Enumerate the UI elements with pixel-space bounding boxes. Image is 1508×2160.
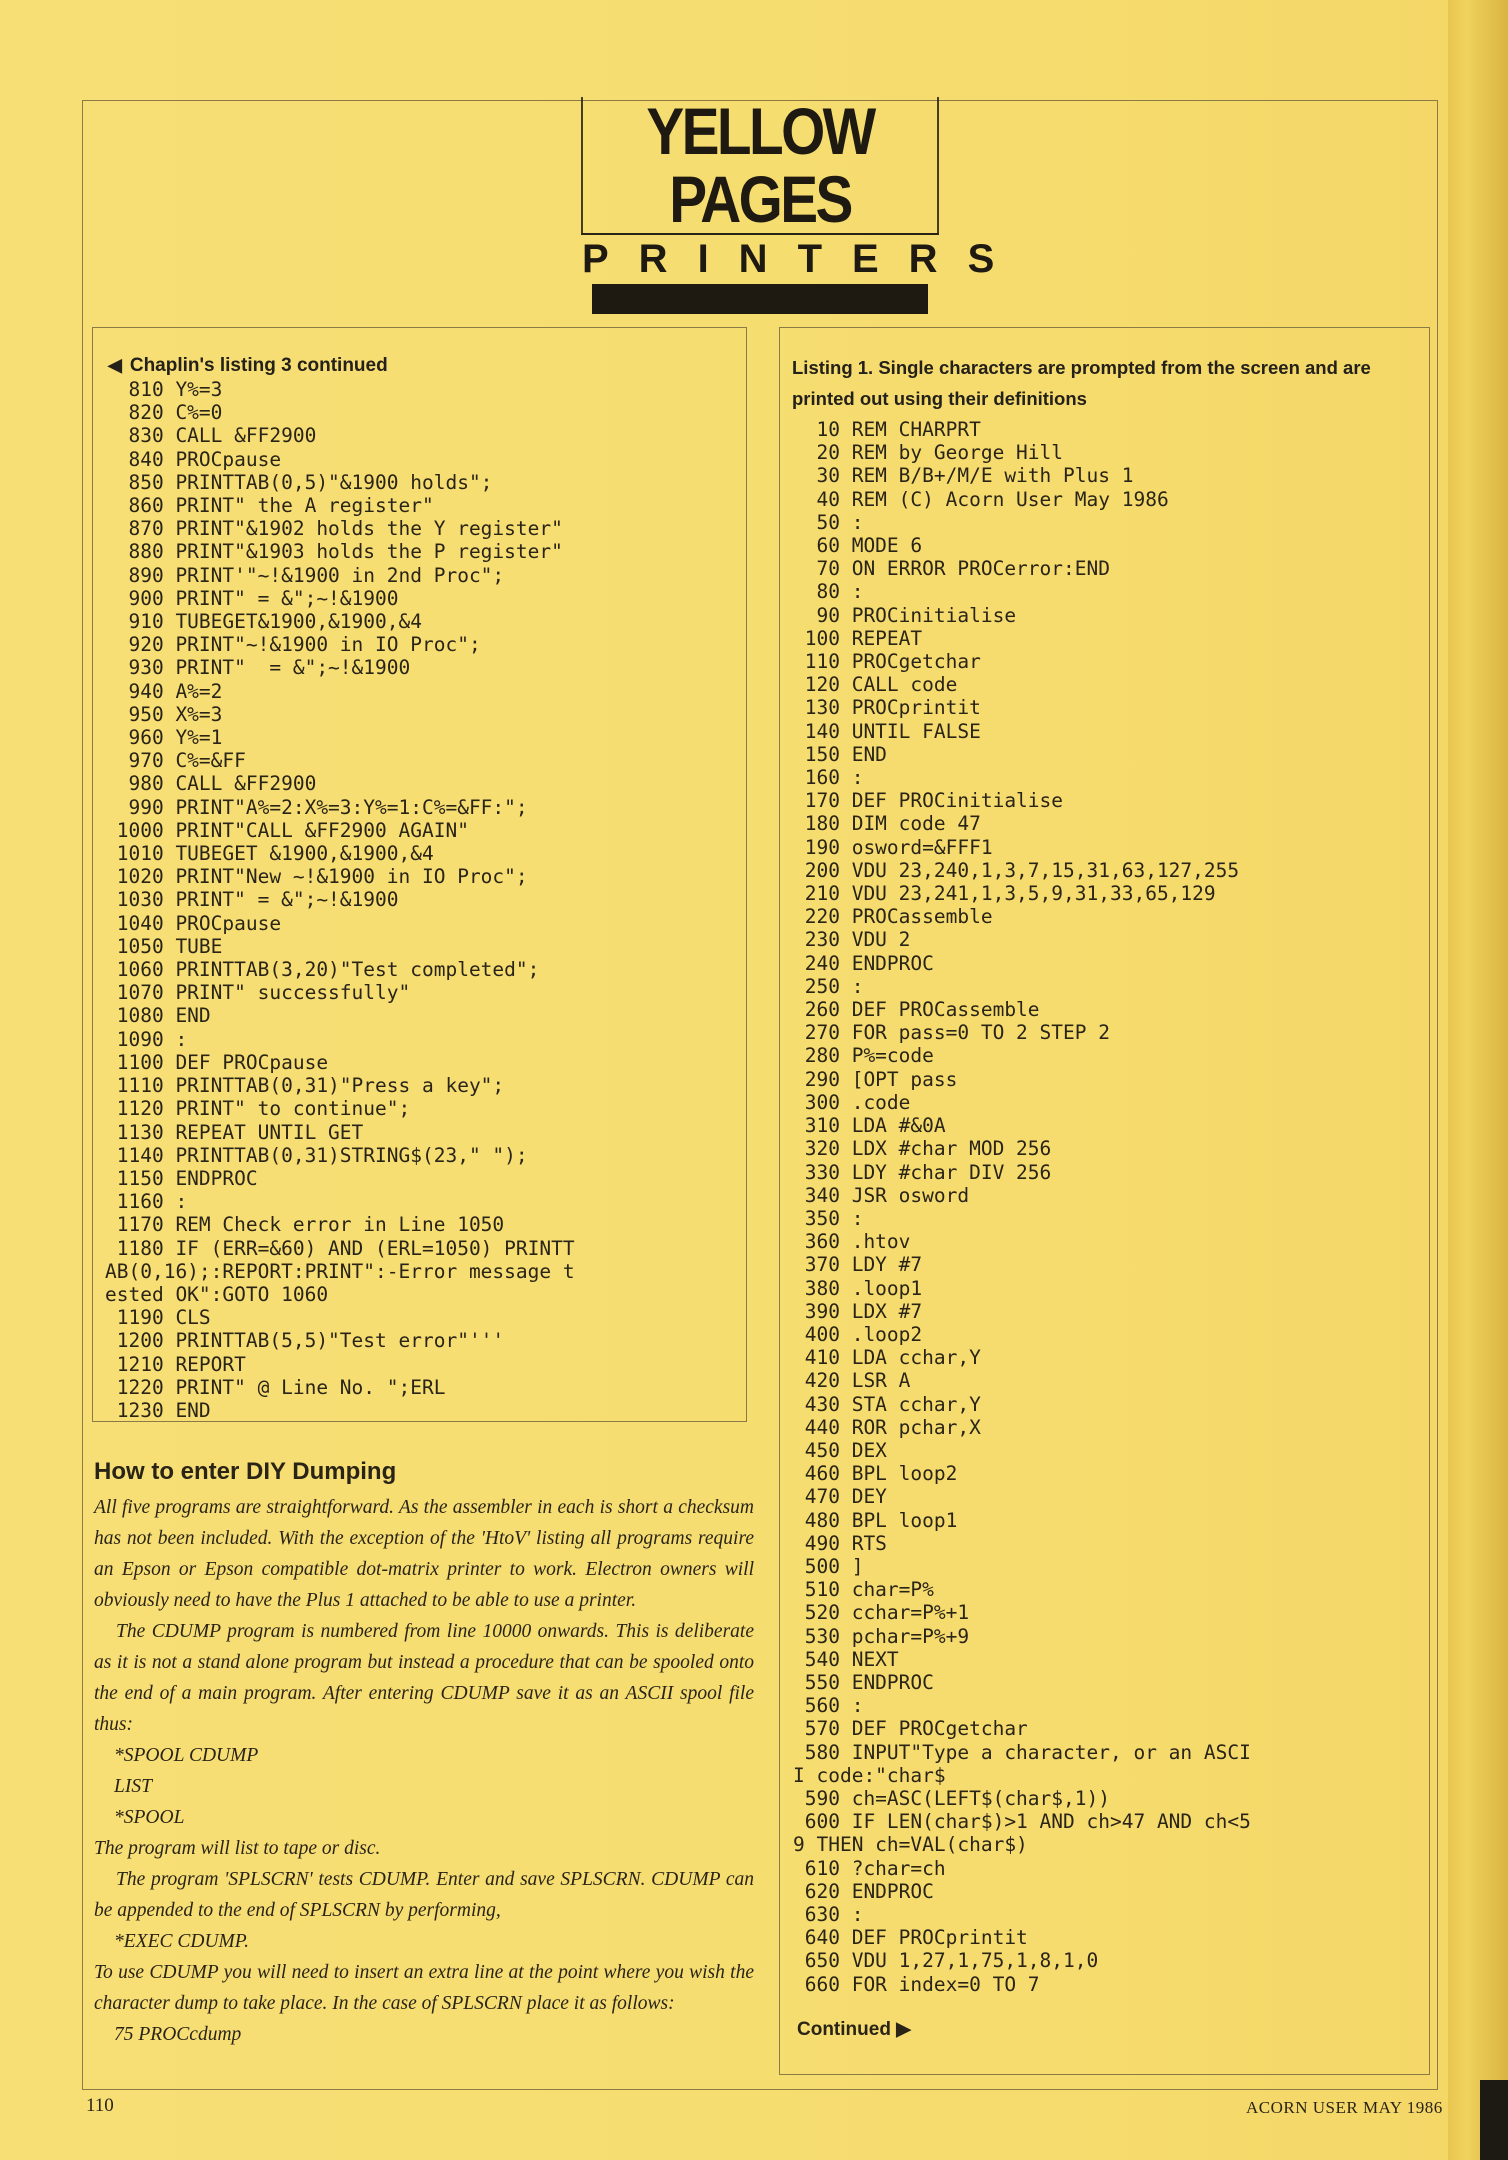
listing-caption: Listing 1. Single characters are prompted from the screen and are printed out using their definitions	[792, 357, 1371, 409]
code-line: 1210 REPORT	[105, 1352, 246, 1376]
code-line: 190 osword=&FFF1	[793, 835, 993, 859]
code-line: 270 FOR pass=0 TO 2 STEP 2	[793, 1021, 1110, 1045]
code-line: 1200 PRINTTAB(5,5)"Test error"'''	[105, 1329, 505, 1353]
article-paragraph: The program 'SPLSCRN' tests CDUMP. Enter and save SPLSCRN. CDUMP can be appended to the end of SPLSCRN by performing,	[94, 1869, 754, 1921]
code-line: 430 STA cchar,Y	[793, 1392, 981, 1416]
code-line: 830 CALL &FF2900	[105, 424, 317, 448]
code-line: 840 PROCpause	[105, 447, 282, 471]
code-line: 1110 PRINTTAB(0,31)"Press a key";	[105, 1074, 505, 1098]
command-line: *SPOOL CDUMP	[114, 1745, 259, 1766]
code-line: 1060 PRINTTAB(3,20)"Test completed";	[105, 958, 540, 982]
code-line: 820 C%=0	[105, 401, 223, 425]
code-line: 1230 END	[105, 1398, 211, 1422]
article-paragraph: All five programs are straightforward. As the assembler in each is short a checksum has not been included. With the exception of the 'HtoV' listing all programs require an Epson or Epson compatible dot-matrix printer to work. Electron owners will obviously need to have the Plus 1 attached to be able to use a printer.	[94, 1497, 754, 1611]
code-line: 1130 REPEAT UNTIL GET	[105, 1120, 364, 1144]
publication-footer: ACORN USER MAY 1986	[1246, 2098, 1443, 2117]
code-line: 850 PRINTTAB(0,5)"&1900 holds";	[105, 470, 493, 494]
code-line: 910 TUBEGET&1900,&1900,&4	[105, 610, 422, 634]
left-listing-heading-text: Chaplin's listing 3 continued	[129, 355, 388, 376]
code-line: 950 X%=3	[105, 702, 223, 726]
code-line: 170 DEF PROCinitialise	[793, 789, 1064, 813]
masthead	[552, 94, 1025, 314]
code-line: 130 PROCprintit	[793, 696, 981, 720]
arrow-right-icon: ▶	[896, 2019, 911, 2040]
code-line: 120 CALL code	[793, 673, 958, 697]
code-line: 30 REM B/B+/M/E with Plus 1	[793, 464, 1134, 488]
code-line: 340 JSR osword	[793, 1183, 970, 1207]
code-line: 280 P%=code	[793, 1044, 934, 1068]
left-listing-heading	[108, 355, 388, 377]
code-line: 180 DIM code 47	[793, 812, 981, 836]
code-line: 880 PRINT"&1903 holds the P register"	[105, 540, 563, 564]
code-line: 810 Y%=3	[105, 378, 223, 401]
code-line: 570 DEF PROCgetchar	[793, 1717, 1028, 1741]
code-line: 620 ENDPROC	[793, 1879, 934, 1903]
article-paragraph: The CDUMP program is numbered from line 10000 onwards. This is deliberate as it is not a stand alone program but instead a procedure that can be spooled onto the end of a main program. After entering CDUMP save it as an ASCII spool file thus:	[94, 1621, 754, 1735]
command-line: 75 PROCcdump	[114, 2024, 242, 2045]
article	[94, 1458, 754, 2050]
code-line: 970 C%=&FF	[105, 749, 246, 773]
code-line: 300 .code	[793, 1090, 911, 1114]
next-page-edge	[1448, 0, 1508, 2160]
code-line: 870 PRINT"&1902 holds the Y register"	[105, 517, 563, 541]
code-line: 1180 IF (ERR=&60) AND (ERL=1050) PRINTT	[105, 1236, 575, 1260]
code-line: 420 LSR A	[793, 1369, 911, 1393]
command-line: LIST	[114, 1776, 152, 1797]
code-line: 540 NEXT	[793, 1647, 899, 1671]
code-line: 900 PRINT" = &";~!&1900	[105, 586, 399, 610]
code-line: 370 LDY #7	[793, 1253, 923, 1277]
code-line: 380 .loop1	[793, 1276, 923, 1300]
code-line: ested OK":GOTO 1060	[105, 1282, 329, 1306]
code-line: 580 INPUT"Type a character, or an ASCI	[793, 1740, 1251, 1764]
continued-text: Continued	[797, 2019, 891, 2040]
code-line: 1080 END	[105, 1004, 211, 1028]
code-line: 310 LDA #&0A	[793, 1114, 946, 1138]
code-line: 1150 ENDPROC	[105, 1166, 258, 1190]
code-line: 320 LDX #char MOD 256	[793, 1137, 1052, 1161]
code-line: 1220 PRINT" @ Line No. ";ERL	[105, 1375, 446, 1399]
code-line: 960 Y%=1	[105, 726, 223, 750]
code-line: 930 PRINT" = &";~!&1900	[105, 656, 411, 680]
code-line: AB(0,16);:REPORT:PRINT":-Error message t	[105, 1259, 575, 1283]
code-line: 1190 CLS	[105, 1306, 211, 1330]
code-line: 460 BPL loop2	[793, 1462, 958, 1486]
code-line: 1120 PRINT" to continue";	[105, 1097, 411, 1121]
code-line: 530 pchar=P%+9	[793, 1624, 970, 1648]
code-line: 480 BPL loop1	[793, 1508, 958, 1532]
code-line: 410 LDA cchar,Y	[793, 1346, 981, 1370]
code-line: 490 RTS	[793, 1531, 887, 1555]
code-line: 220 PROCassemble	[793, 905, 993, 929]
right-code-listing	[793, 418, 1251, 1996]
code-line: 1090 :	[105, 1027, 188, 1051]
code-line: 1020 PRINT"New ~!&1900 in IO Proc";	[105, 865, 528, 889]
code-line: 450 DEX	[793, 1438, 887, 1462]
code-line: 1170 REM Check error in Line 1050	[105, 1213, 505, 1237]
code-line: 80 :	[793, 580, 864, 604]
article-paragraph: To use CDUMP you will need to insert an extra line at the point where you wish the character dump to take place. In the case of SPLSCRN place it as follows:	[94, 1962, 754, 2014]
code-line: 990 PRINT"A%=2:X%=3:Y%=1:C%=&FF:";	[105, 795, 528, 819]
code-line: 110 PROCgetchar	[793, 650, 981, 674]
code-line: 240 ENDPROC	[793, 951, 934, 975]
code-line: 560 :	[793, 1694, 864, 1718]
article-heading: How to enter DIY Dumping	[94, 1458, 397, 1485]
command-line: *SPOOL	[114, 1807, 185, 1828]
code-line: 290 [OPT pass	[793, 1067, 958, 1091]
code-line: 210 VDU 23,241,1,3,5,9,31,33,65,129	[793, 882, 1216, 906]
page-shadow	[1480, 2080, 1508, 2160]
arrow-left-icon: ◀	[108, 355, 122, 375]
code-line: 890 PRINT'"~!&1900 in 2nd Proc";	[105, 563, 505, 587]
code-line: 40 REM (C) Acorn User May 1986	[793, 487, 1169, 511]
code-line: 20 REM by George Hill	[793, 441, 1064, 465]
code-line: 60 MODE 6	[793, 534, 923, 558]
code-line: 250 :	[793, 974, 864, 998]
code-line: 9 THEN ch=VAL(char$)	[793, 1833, 1028, 1857]
code-line: I code:"char$	[793, 1763, 946, 1787]
code-line: 1160 :	[105, 1190, 188, 1214]
code-line: 140 UNTIL FALSE	[793, 719, 981, 743]
code-line: 150 END	[793, 742, 887, 766]
continued-label	[797, 2018, 911, 2041]
code-line: 980 CALL &FF2900	[105, 772, 317, 796]
code-line: 470 DEY	[793, 1485, 887, 1509]
code-line: 1070 PRINT" successfully"	[105, 981, 411, 1005]
code-line: 630 :	[793, 1903, 864, 1926]
masthead-title: YELLOW PAGES	[581, 97, 939, 235]
left-code-listing	[105, 378, 575, 1422]
code-line: 90 PROCinitialise	[793, 603, 1017, 627]
code-line: 1000 PRINT"CALL &FF2900 AGAIN"	[105, 818, 469, 842]
code-line: 520 cchar=P%+1	[793, 1601, 970, 1625]
code-line: 200 VDU 23,240,1,3,7,15,31,63,127,255	[793, 858, 1240, 882]
code-line: 550 ENDPROC	[793, 1670, 934, 1694]
code-line: 1040 PROCpause	[105, 911, 282, 935]
code-line: 400 .loop2	[793, 1322, 923, 1346]
code-line: 100 REPEAT	[793, 626, 923, 650]
code-line: 50 :	[793, 510, 864, 534]
code-line: 350 :	[793, 1206, 864, 1230]
article-paragraph: The program will list to tape or disc.	[94, 1838, 381, 1859]
code-line: 160 :	[793, 766, 864, 790]
code-line: 360 .htov	[793, 1230, 911, 1254]
code-line: 860 PRINT" the A register"	[105, 494, 434, 518]
page-number: 110	[86, 2095, 114, 2116]
code-line: 1030 PRINT" = &";~!&1900	[105, 888, 399, 912]
code-line: 940 A%=2	[105, 679, 223, 703]
command-line: *EXEC CDUMP.	[114, 1931, 250, 1952]
code-line: 510 char=P%	[793, 1578, 934, 1602]
code-line: 660 FOR index=0 TO 7	[793, 1972, 1040, 1996]
code-line: 440 ROR pchar,X	[793, 1415, 981, 1439]
code-line: 600 IF LEN(char$)>1 AND ch>47 AND ch<5	[793, 1810, 1251, 1834]
code-line: 1140 PRINTTAB(0,31)STRING$(23," ");	[105, 1143, 528, 1167]
code-line: 1010 TUBEGET &1900,&1900,&4	[105, 842, 434, 866]
code-line: 230 VDU 2	[793, 928, 911, 952]
section-title: PRINTERS	[582, 237, 1025, 281]
code-line: 1100 DEF PROCpause	[105, 1050, 329, 1074]
code-line: 650 VDU 1,27,1,75,1,8,1,0	[793, 1949, 1099, 1973]
code-line: 590 ch=ASC(LEFT$(char$,1))	[793, 1786, 1110, 1810]
code-line: 500 ]	[793, 1554, 864, 1578]
code-line: 10 REM CHARPRT	[793, 418, 981, 441]
code-line: 70 ON ERROR PROCerror:END	[793, 557, 1110, 581]
code-line: 1050 TUBE	[105, 934, 223, 958]
code-line: 390 LDX #7	[793, 1299, 923, 1323]
code-line: 920 PRINT"~!&1900 in IO Proc";	[105, 633, 481, 657]
code-line: 640 DEF PROCprintit	[793, 1926, 1028, 1950]
code-line: 330 LDY #char DIV 256	[793, 1160, 1052, 1184]
code-line: 260 DEF PROCassemble	[793, 998, 1040, 1022]
masthead-bar	[592, 284, 928, 314]
code-line: 610 ?char=ch	[793, 1856, 946, 1880]
